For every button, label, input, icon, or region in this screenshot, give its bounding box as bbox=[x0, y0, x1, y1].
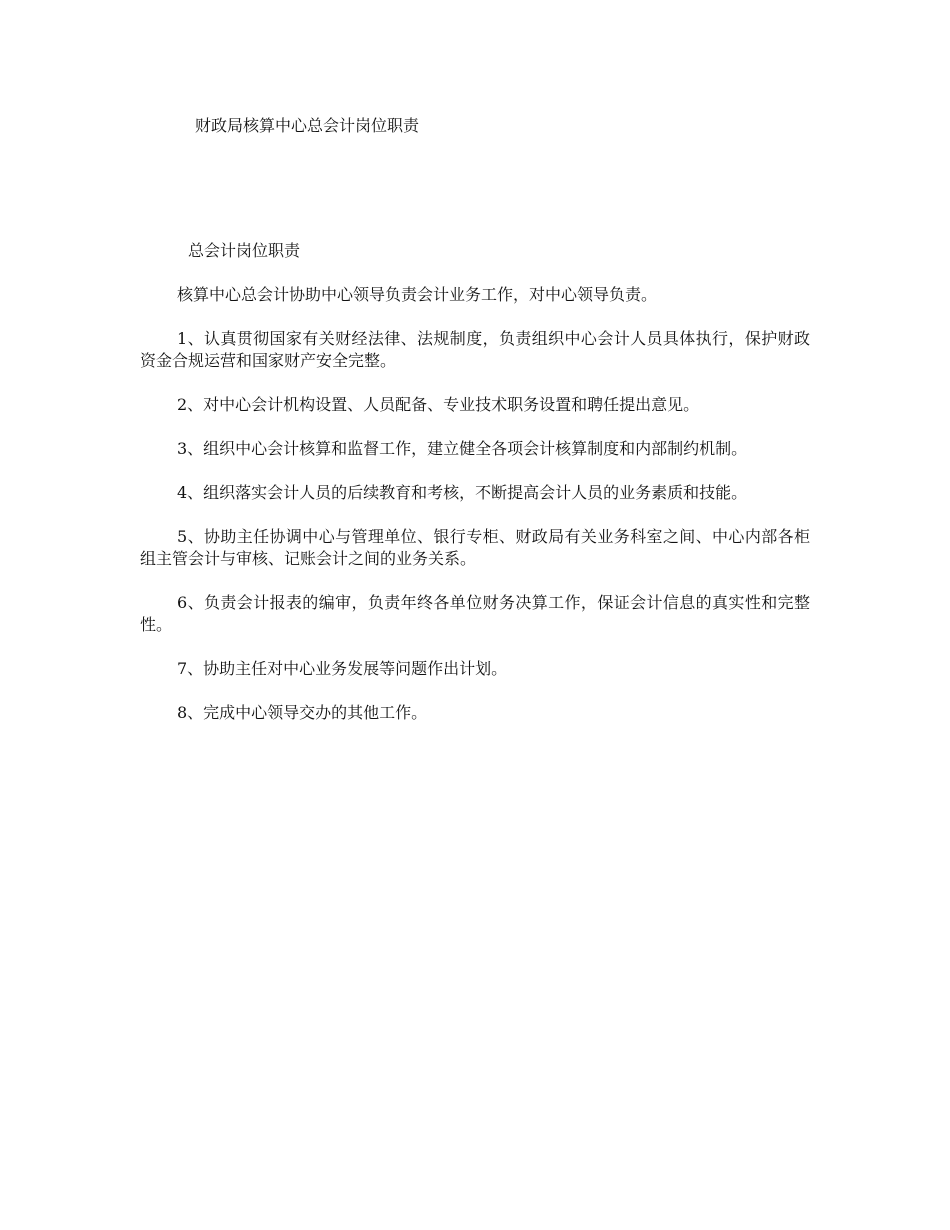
duty-item-3: 3、组织中心会计核算和监督工作，建立健全各项会计核算制度和内部制约机制。 bbox=[177, 439, 748, 458]
duty-item-5: 5、协助主任协调中心与管理单位、银行专柜、财政局有关业务科室之间、中心内部各柜组主管会计与审核、记账会计之间的业务关系。 bbox=[140, 527, 810, 568]
document-body bbox=[140, 240, 810, 746]
duty-item-2: 2、对中心会计机构设置、人员配备、专业技术职务设置和聘任提出意见。 bbox=[177, 395, 700, 414]
duty-item-7: 7、协助主任对中心业务发展等问题作出计划。 bbox=[177, 659, 508, 678]
duty-item-4: 4、组织落实会计人员的后续教育和考核，不断提高会计人员的业务素质和技能。 bbox=[177, 483, 748, 502]
intro-paragraph: 核算中心总会计协助中心领导负责会计业务工作，对中心领导负责。 bbox=[177, 285, 658, 304]
duty-item-6: 6、负责会计报表的编审，负责年终各单位财务决算工作，保证会计信息的真实性和完整性。 bbox=[140, 593, 810, 634]
duty-item-1: 1、认真贯彻国家有关财经法律、法规制度，负责组织中心会计人员具体执行，保护财政资金合规运营和国家财产安全完整。 bbox=[140, 329, 810, 370]
duty-item-8: 8、完成中心领导交办的其他工作。 bbox=[177, 703, 428, 722]
section-heading: 总会计岗位职责 bbox=[188, 241, 301, 260]
document-title: 财政局核算中心总会计岗位职责 bbox=[195, 116, 420, 135]
